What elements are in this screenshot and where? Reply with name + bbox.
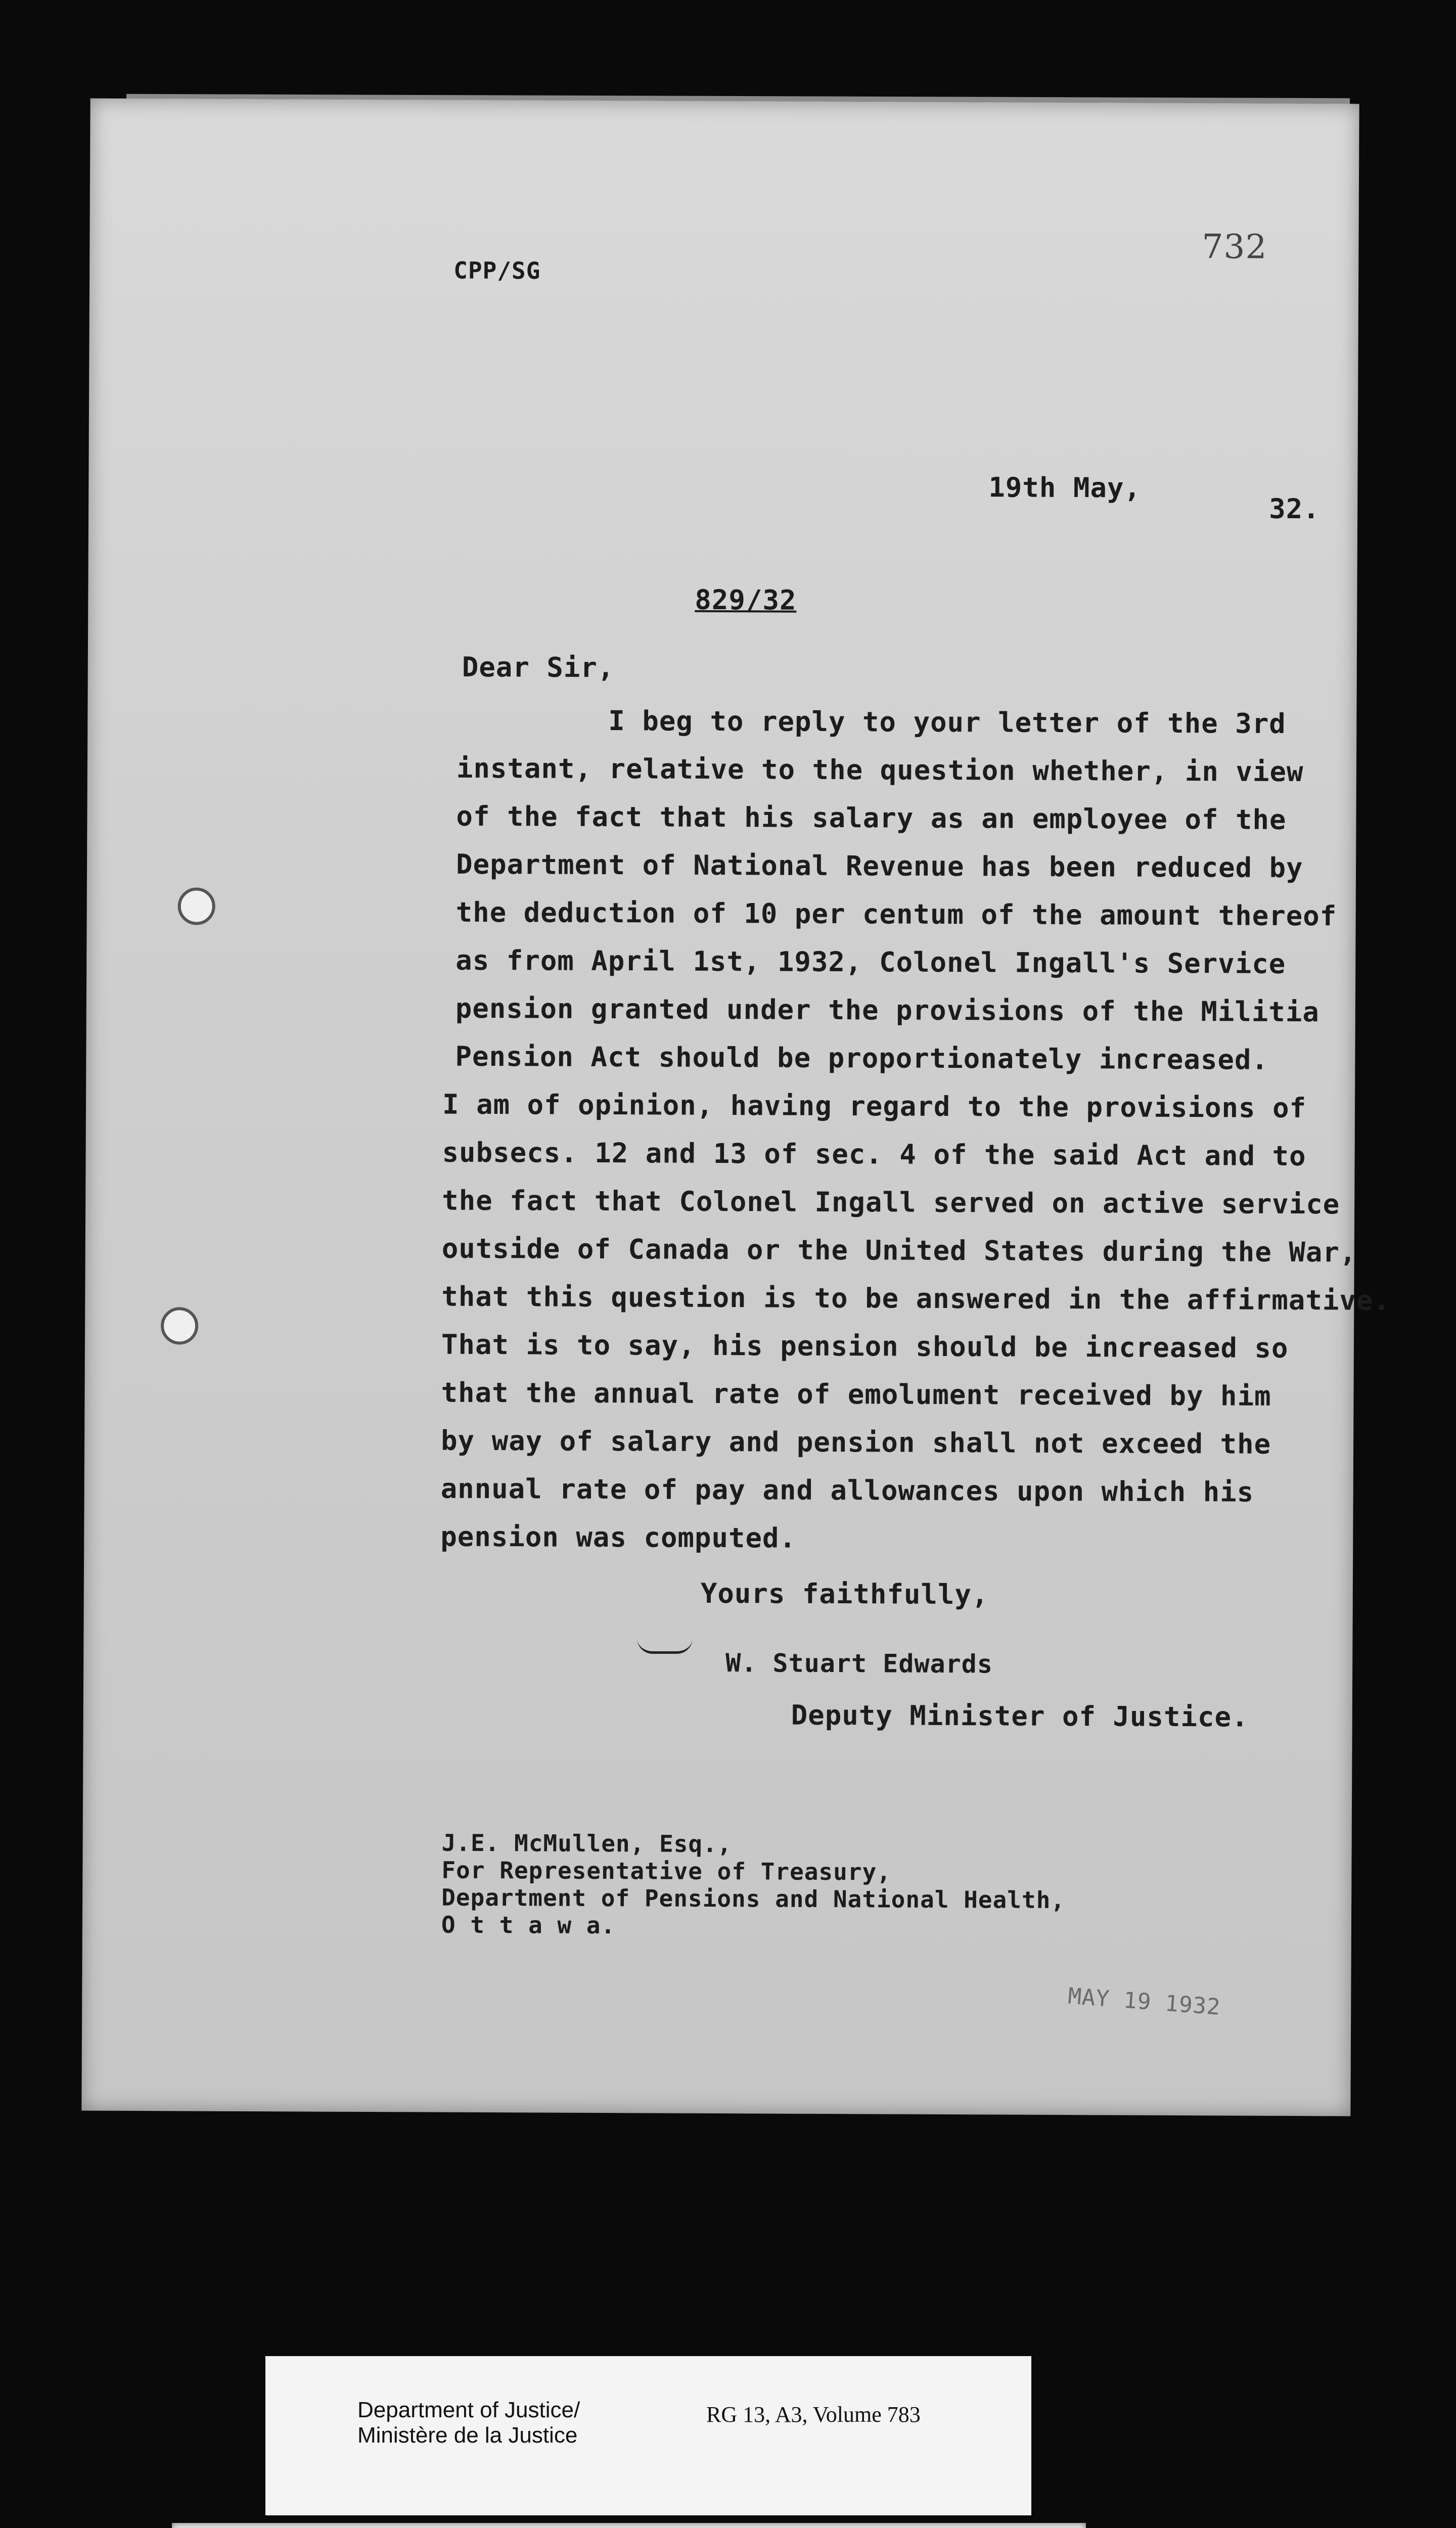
body-line: instant, relative to the question whether, in view xyxy=(456,752,1304,788)
body-line: the fact that Colonel Ingall served on active service xyxy=(442,1184,1340,1221)
salutation: Dear Sir, xyxy=(462,651,615,684)
recipient-line: J.E. McMullen, Esq., xyxy=(441,1829,732,1858)
reference-code: CPP/SG xyxy=(453,256,541,285)
recipient-line: For Representative of Treasury, xyxy=(441,1856,892,1886)
body-line: subsecs. 12 and 13 of sec. 4 of the said Act and to xyxy=(442,1136,1306,1172)
body-line: outside of Canada or the United States during the War, xyxy=(441,1232,1357,1269)
recipient-line: O t t a w a. xyxy=(441,1911,616,1939)
body-line: of the fact that his salary as an employee of the xyxy=(456,800,1287,836)
letter-date: 19th May, xyxy=(988,471,1142,504)
department-line-1: Department of Justice/ xyxy=(357,2398,580,2422)
body-line: the deduction of 10 per centum of the amount thereof xyxy=(456,896,1337,932)
received-stamp: MAY 19 1932 xyxy=(1067,1983,1222,2020)
punch-hole-bottom xyxy=(161,1307,198,1344)
closing: Yours faithfully, xyxy=(700,1577,989,1611)
archive-strip xyxy=(172,2523,1086,2528)
page-number: 732 xyxy=(1202,227,1267,266)
body-line: Pension Act should be proportionately increased. xyxy=(455,1040,1269,1076)
department-line-2: Ministère de la Justice xyxy=(357,2423,578,2448)
signature-flourish xyxy=(637,1638,693,1654)
body-line: by way of salary and pension shall not exceed the xyxy=(440,1424,1271,1460)
body-line: pension was computed. xyxy=(440,1520,797,1554)
catalog-reference: RG 13, A3, Volume 783 xyxy=(706,2402,921,2427)
body-line: Department of National Revenue has been reduced by xyxy=(456,848,1303,884)
catalog-label xyxy=(265,2356,1031,2515)
signature-title: Deputy Minister of Justice. xyxy=(791,1699,1249,1733)
body-line: I beg to reply to your letter of the 3rd xyxy=(608,705,1286,740)
body-line: that this question is to be answered in the affirmative. xyxy=(441,1280,1391,1317)
letter-sheet xyxy=(81,99,1391,2116)
signature-name: W. Stuart Edwards xyxy=(725,1648,993,1679)
punch-hole-top xyxy=(178,887,215,925)
recipient-line: Department of Pensions and National Health, xyxy=(441,1883,1066,1914)
body-line: I am of opinion, having regard to the provisions of xyxy=(442,1088,1307,1124)
body-line: annual rate of pay and allowances upon which his xyxy=(440,1472,1254,1508)
body-line: as from April 1st, 1932, Colonel Ingall's Service xyxy=(456,944,1286,980)
body-line: That is to say, his pension should be increased so xyxy=(441,1328,1289,1364)
body-line: that the annual rate of emolument received by him xyxy=(441,1376,1271,1412)
file-number: 829/32 xyxy=(695,583,797,616)
body-line: pension granted under the provisions of the Militia xyxy=(455,992,1320,1028)
letter-date-year: 32. xyxy=(1269,492,1320,525)
